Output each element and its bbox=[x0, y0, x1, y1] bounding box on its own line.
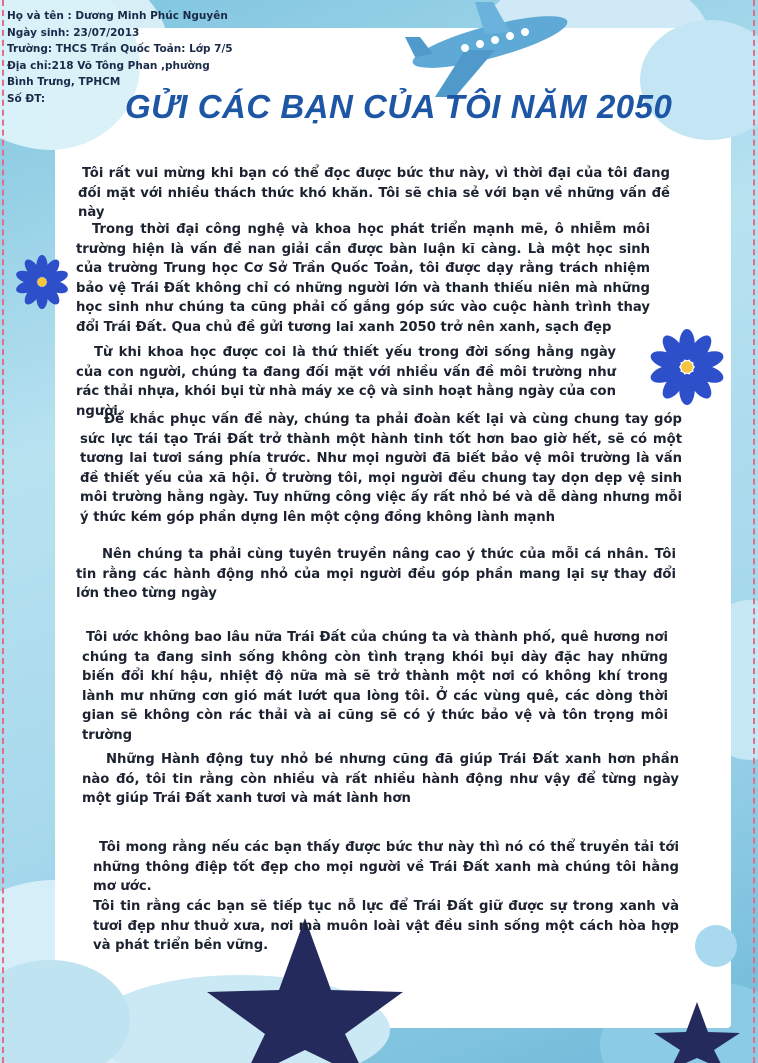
paragraph-6: Tôi ước không bao lâu nữa Trái Đất của chúng ta và thành phố, quê hương nơi chúng ta đang sinh sống không còn tình trạng khói bụi dày đặc hay những biến đổi khí hậu, nhiệt độ nữa mà sẽ trở thành một nơi có không khí trong lành mư những cơn gió mát lướt qua lòng tôi. Ở các vùng quê, các dòng thời gian sẽ không còn rác thải và ai cũng sẽ có ý thức bảo vệ và tôn trọng môi trường bbox=[82, 630, 668, 743]
flower-icon bbox=[648, 328, 726, 406]
student-address-line-2: Bình Trưng, TPHCM bbox=[7, 76, 121, 88]
paragraph-8b: Tôi tin rằng các bạn sẽ tiếp tục nỗ lực để Trái Đất giữ được sự trong xanh và tươi đẹp như thuở xưa, nơi mà muôn loài vật đều sinh sống một cách hòa hợp và phát triển bền vững. bbox=[93, 899, 679, 954]
airplane-icon bbox=[395, 2, 575, 102]
paragraph-8a: Tôi mong rằng nếu các bạn thấy được bức thư này thì nó có thể truyền tải tới những thông điệp tốt đẹp cho mọi người về Trái Đất xanh mà chúng tôi hằng mơ ước. bbox=[93, 840, 679, 895]
paragraph-3: Từ khi khoa học được coi là thứ thiết yếu trong đời sống hằng ngày của con người, chúng ta đang đối mặt với nhiều vấn đề môi trường như rác thải nhựa, khói bụi từ nhà máy xe cộ và sinh hoạt hằng ngày của con người. bbox=[76, 345, 616, 419]
right-dashed-border bbox=[753, 0, 755, 1063]
student-school: Trường: THCS Trần Quốc Toản: Lớp 7/5 bbox=[7, 43, 233, 55]
left-dashed-border bbox=[2, 0, 4, 1063]
paragraph-1: Tôi rất vui mừng khi bạn có thể đọc được bức thư này, vì thời đại của tôi đang đối mặt với nhiều thách thức khó khăn. Tôi sẽ chia sẻ với bạn về những vấn đề này bbox=[78, 166, 670, 221]
paragraph-2: Trong thời đại công nghệ và khoa học phát triển mạnh mẽ, ô nhiễm môi trường hiện là vấn đề nan giải cần được bàn luận kĩ càng. Là một học sinh của trường Trung học Cơ Sở Trần Quốc Toản, tôi được dạy rằng trách nhiệm bảo vệ Trái Đất không chỉ có những người lớn và thanh thiếu niên mà những học sinh như chúng ta cũng phải cố gắng góp sức vào cuộc hành trình thay đổi Trái Đất. Qua chủ đề gửi tương lai xanh 2050 trở nên xanh, sạch đẹp bbox=[76, 222, 650, 335]
bubble-decoration bbox=[695, 925, 737, 967]
paragraph-4: Để khắc phục vấn đề này, chúng ta phải đoàn kết lại và cùng chung tay góp sức lực tái tạo Trái Đất trở thành một hành tinh tốt hơn bao giờ hết, sẽ có một tương lai tươi sáng phía trước. Như mọi người đã biết bảo vệ môi trường là vấn đề thiết yếu của xã hội. Ở trường tôi, mọi người đều chung tay dọn dẹp vệ sinh môi trường hằng ngày. Tuy những công việc ấy rất nhỏ bé và dễ dàng nhưng mỗi ý thức kém góp phần dựng lên một cộng đồng không lành mạnh bbox=[80, 412, 682, 525]
student-birthdate: Ngày sinh: 23/07/2013 bbox=[7, 26, 140, 39]
paragraph-5: Nên chúng ta phải cùng tuyên truyền nâng cao ý thức của mỗi cá nhân. Tôi tin rằng các hành động nhỏ của mọi người đều góp phần mang lại sự thay đổi lớn theo từng ngày bbox=[76, 547, 676, 602]
student-address-line-1: Địa chỉ:218 Võ Tông Phan ,phường bbox=[7, 59, 210, 72]
letter-title: GỬI CÁC BẠN CỦA TÔI NĂM 2050 bbox=[125, 88, 673, 125]
student-name: Họ và tên : Dương Minh Phúc Nguyên bbox=[7, 10, 228, 22]
flower-icon bbox=[14, 252, 70, 312]
paragraph-7: Những Hành động tuy nhỏ bé nhưng cũng đã giúp Trái Đất xanh hơn phần nào đó, tôi tin rằng còn nhiều và rất nhiều hành động như vậy để từng ngày một giúp Trái Đất xanh tươi và mát lành hơn bbox=[82, 752, 679, 807]
student-phone: Số ĐT: bbox=[7, 92, 46, 105]
star-icon bbox=[652, 1000, 742, 1063]
